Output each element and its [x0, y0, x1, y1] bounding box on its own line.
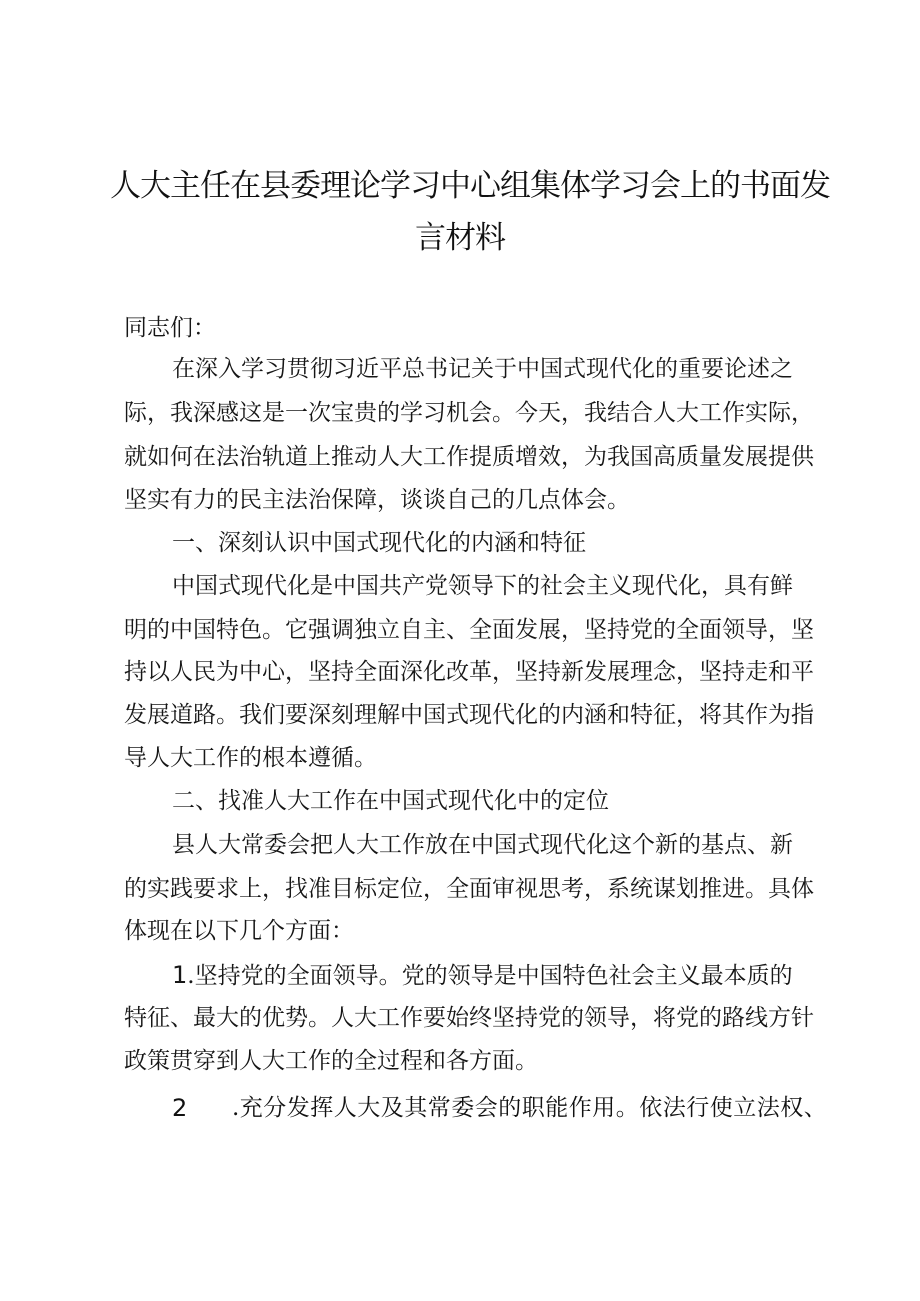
- section-2-heading: 二、找准人大工作在中国式现代化中的定位: [172, 788, 609, 814]
- section-1-line-4: 发展道路。我们要深刻理解中国式现代化的内涵和特征，将其作为指: [124, 702, 814, 728]
- section-1-line-2: 明的中国特色。它强调独立自主、全面发展，坚持党的全面领导，坚: [124, 617, 814, 643]
- item-1-number: 1: [172, 961, 188, 989]
- intro-line-4: 坚实有力的民主法治保障，谈谈自己的几点体会。: [124, 487, 630, 513]
- document-title-line-2: 言材料: [415, 220, 505, 256]
- item-2-number: 2: [172, 1094, 188, 1122]
- item-1-line-1: [172, 955, 812, 996]
- section-1-line-3: 持以人民为中心，坚持全面深化改革，坚持新发展理念，坚持走和平: [124, 659, 814, 685]
- intro-line-1: 在深入学习贯彻习近平总书记关于中国式现代化的重要论述之: [172, 356, 793, 382]
- item-1-line-3: 政策贯穿到人大工作的全过程和各方面。: [124, 1048, 538, 1074]
- section-2-line-1: 县人大常委会把人大工作放在中国式现代化这个新的基点、新: [172, 832, 793, 858]
- section-2-line-3: 体现在以下几个方面：: [124, 918, 354, 944]
- section-1-line-1: 中国式现代化是中国共产党领导下的社会主义现代化，具有鲜: [172, 573, 793, 599]
- item-1-line-2: 特征、最大的优势。人大工作要始终坚持党的领导，将党的路线方针: [124, 1005, 814, 1031]
- document-title-line-1: 人大主任在县委理论学习中心组集体学习会上的书面发: [110, 168, 830, 204]
- item-1-text: .坚持党的全面领导。党的领导是中国特色社会主义最本质的: [187, 963, 793, 989]
- section-1-line-5: 导人大工作的根本遵循。: [124, 745, 377, 771]
- intro-line-3: 就如何在法治轨道上推动人大工作提质增效，为我国高质量发展提供: [124, 444, 814, 470]
- section-1-heading: 一、深刻认识中国式现代化的内涵和特征: [172, 530, 586, 556]
- salutation: 同志们：: [124, 315, 216, 341]
- section-2-line-2: 的实践要求上，找准目标定位，全面审视思考，系统谋划推进。具体: [124, 876, 814, 902]
- item-2-text: .充分发挥人大及其常委会的职能作用。依法行使立法权、: [232, 1095, 828, 1121]
- intro-line-2: 际，我深感这是一次宝贵的学习机会。今天，我结合人大工作实际，: [124, 400, 814, 426]
